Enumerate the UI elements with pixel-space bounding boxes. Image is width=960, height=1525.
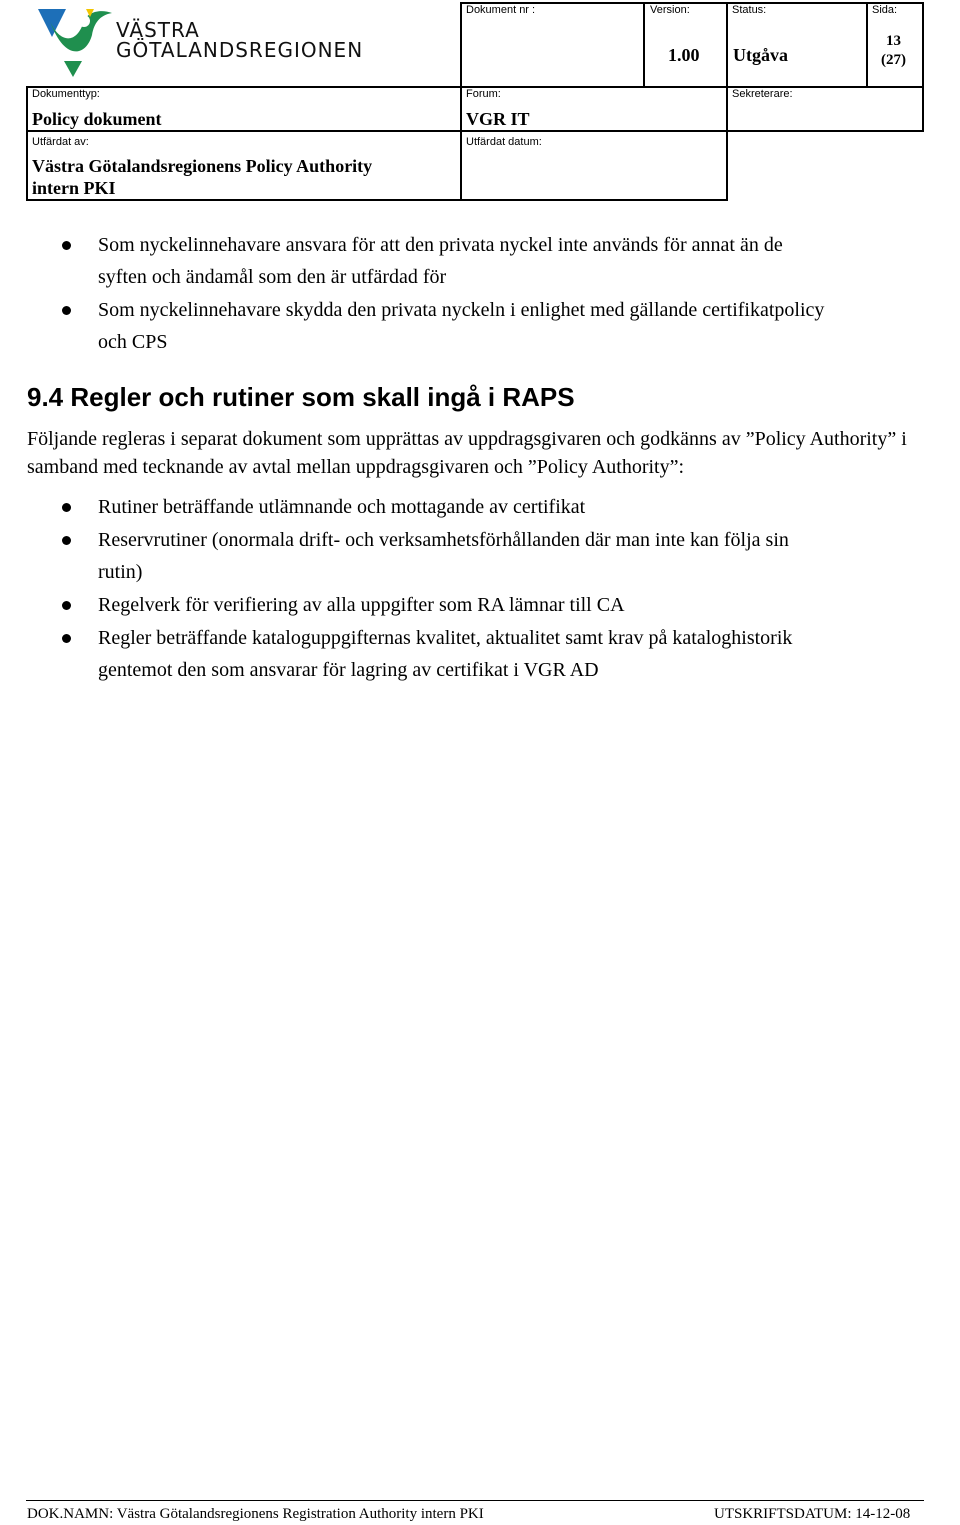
page-label: Sida: [872,4,898,16]
doctype-value: Policy dokument [32,109,162,129]
status-value: Utgåva [733,45,788,65]
bullet-list-top [0,229,960,359]
bullet-icon [62,503,71,512]
header-rule [26,130,924,132]
list-item-text: Som nyckelinnehavare ansvara för att den privata nyckel inte används för annat än de [98,234,783,256]
header-rule [643,2,645,88]
list-item-text: Regelverk för verifiering av alla uppgifter som RA lämnar till CA [98,594,625,616]
list-item-text: Rutiner beträffande utlämnande och mottagande av certifikat [98,496,586,518]
forum-label: Forum: [466,88,501,100]
list-item-text: Som nyckelinnehavare skydda den privata nyckeln i enlighet med gällande certifikatpolicy [98,299,825,321]
bullet-icon [62,306,71,315]
version-value: 1.00 [668,45,700,65]
footer-print-date: UTSKRIFTSDATUM: 14-12-08 [714,1506,911,1522]
bullet-icon [62,634,71,643]
issued-by-value-line2: intern PKI [32,178,116,198]
header-rule [866,2,868,88]
list-item [0,294,960,358]
header-rule [26,86,28,201]
status-label: Status: [732,4,767,16]
secretary-label: Sekreterare: [732,88,793,100]
doctype-label: Dokumenttyp: [32,88,100,100]
body-paragraph: Följande regleras i separat dokument som upprättas av uppdragsgivaren och godkänns av ”Policy Authority” i samband med tecknande av avtal mellan uppdragsgivaren och ”Policy Authority”: [27,428,907,478]
footer-rule [26,1500,924,1501]
list-item [0,589,960,621]
list-item [0,491,960,523]
footer-doc-name: DOK.NAMN: Västra Götalandsregionens Registration Authority intern PKI [27,1506,484,1522]
header-rule [26,199,728,201]
forum-value: VGR IT [466,109,530,129]
header-rule [922,2,924,132]
bullet-icon [62,536,71,545]
page-total: (27) [881,52,906,68]
list-item-text-cont: rutin) [98,561,143,583]
doc-nr-label: Dokument nr : [466,4,536,16]
list-item-text-cont: gentemot den som ansvarar för lagring av certifikat i VGR AD [98,659,599,681]
issued-by-label: Utfärdat av: [32,136,89,148]
bullet-icon [62,241,71,250]
vgr-logo [36,7,376,79]
page-current: 13 [886,33,901,49]
list-item [0,524,960,588]
list-item-text: Reservrutiner (onormala drift- och verksamhetsförhållanden där man inte kan följa sin [98,529,789,551]
bullet-icon [62,601,71,610]
section-heading: 9.4 Regler och rutiner som skall ingå i RAPS [27,382,575,412]
list-item-text-cont: och CPS [98,331,168,353]
list-item-text-cont: syften och ändamål som den är utfärdad för [98,266,447,288]
list-item-text: Regler beträffande kataloguppgifternas kvalitet, aktualitet samt krav på kataloghistorik [98,627,793,649]
header-rule [460,2,462,201]
version-label: Version: [650,4,690,16]
issued-date-label: Utfärdat datum: [466,136,542,148]
logo-text-line1: VÄSTRA [116,18,200,42]
list-item [0,229,960,293]
bullet-list-bottom [0,491,960,687]
list-item [0,622,960,686]
logo-emblem-icon [36,7,114,79]
issued-by-value: Västra Götalandsregionens Policy Authority [32,156,373,176]
header-rule [726,2,728,201]
logo-text-line2: GÖTALANDSREGIONEN [116,38,364,62]
